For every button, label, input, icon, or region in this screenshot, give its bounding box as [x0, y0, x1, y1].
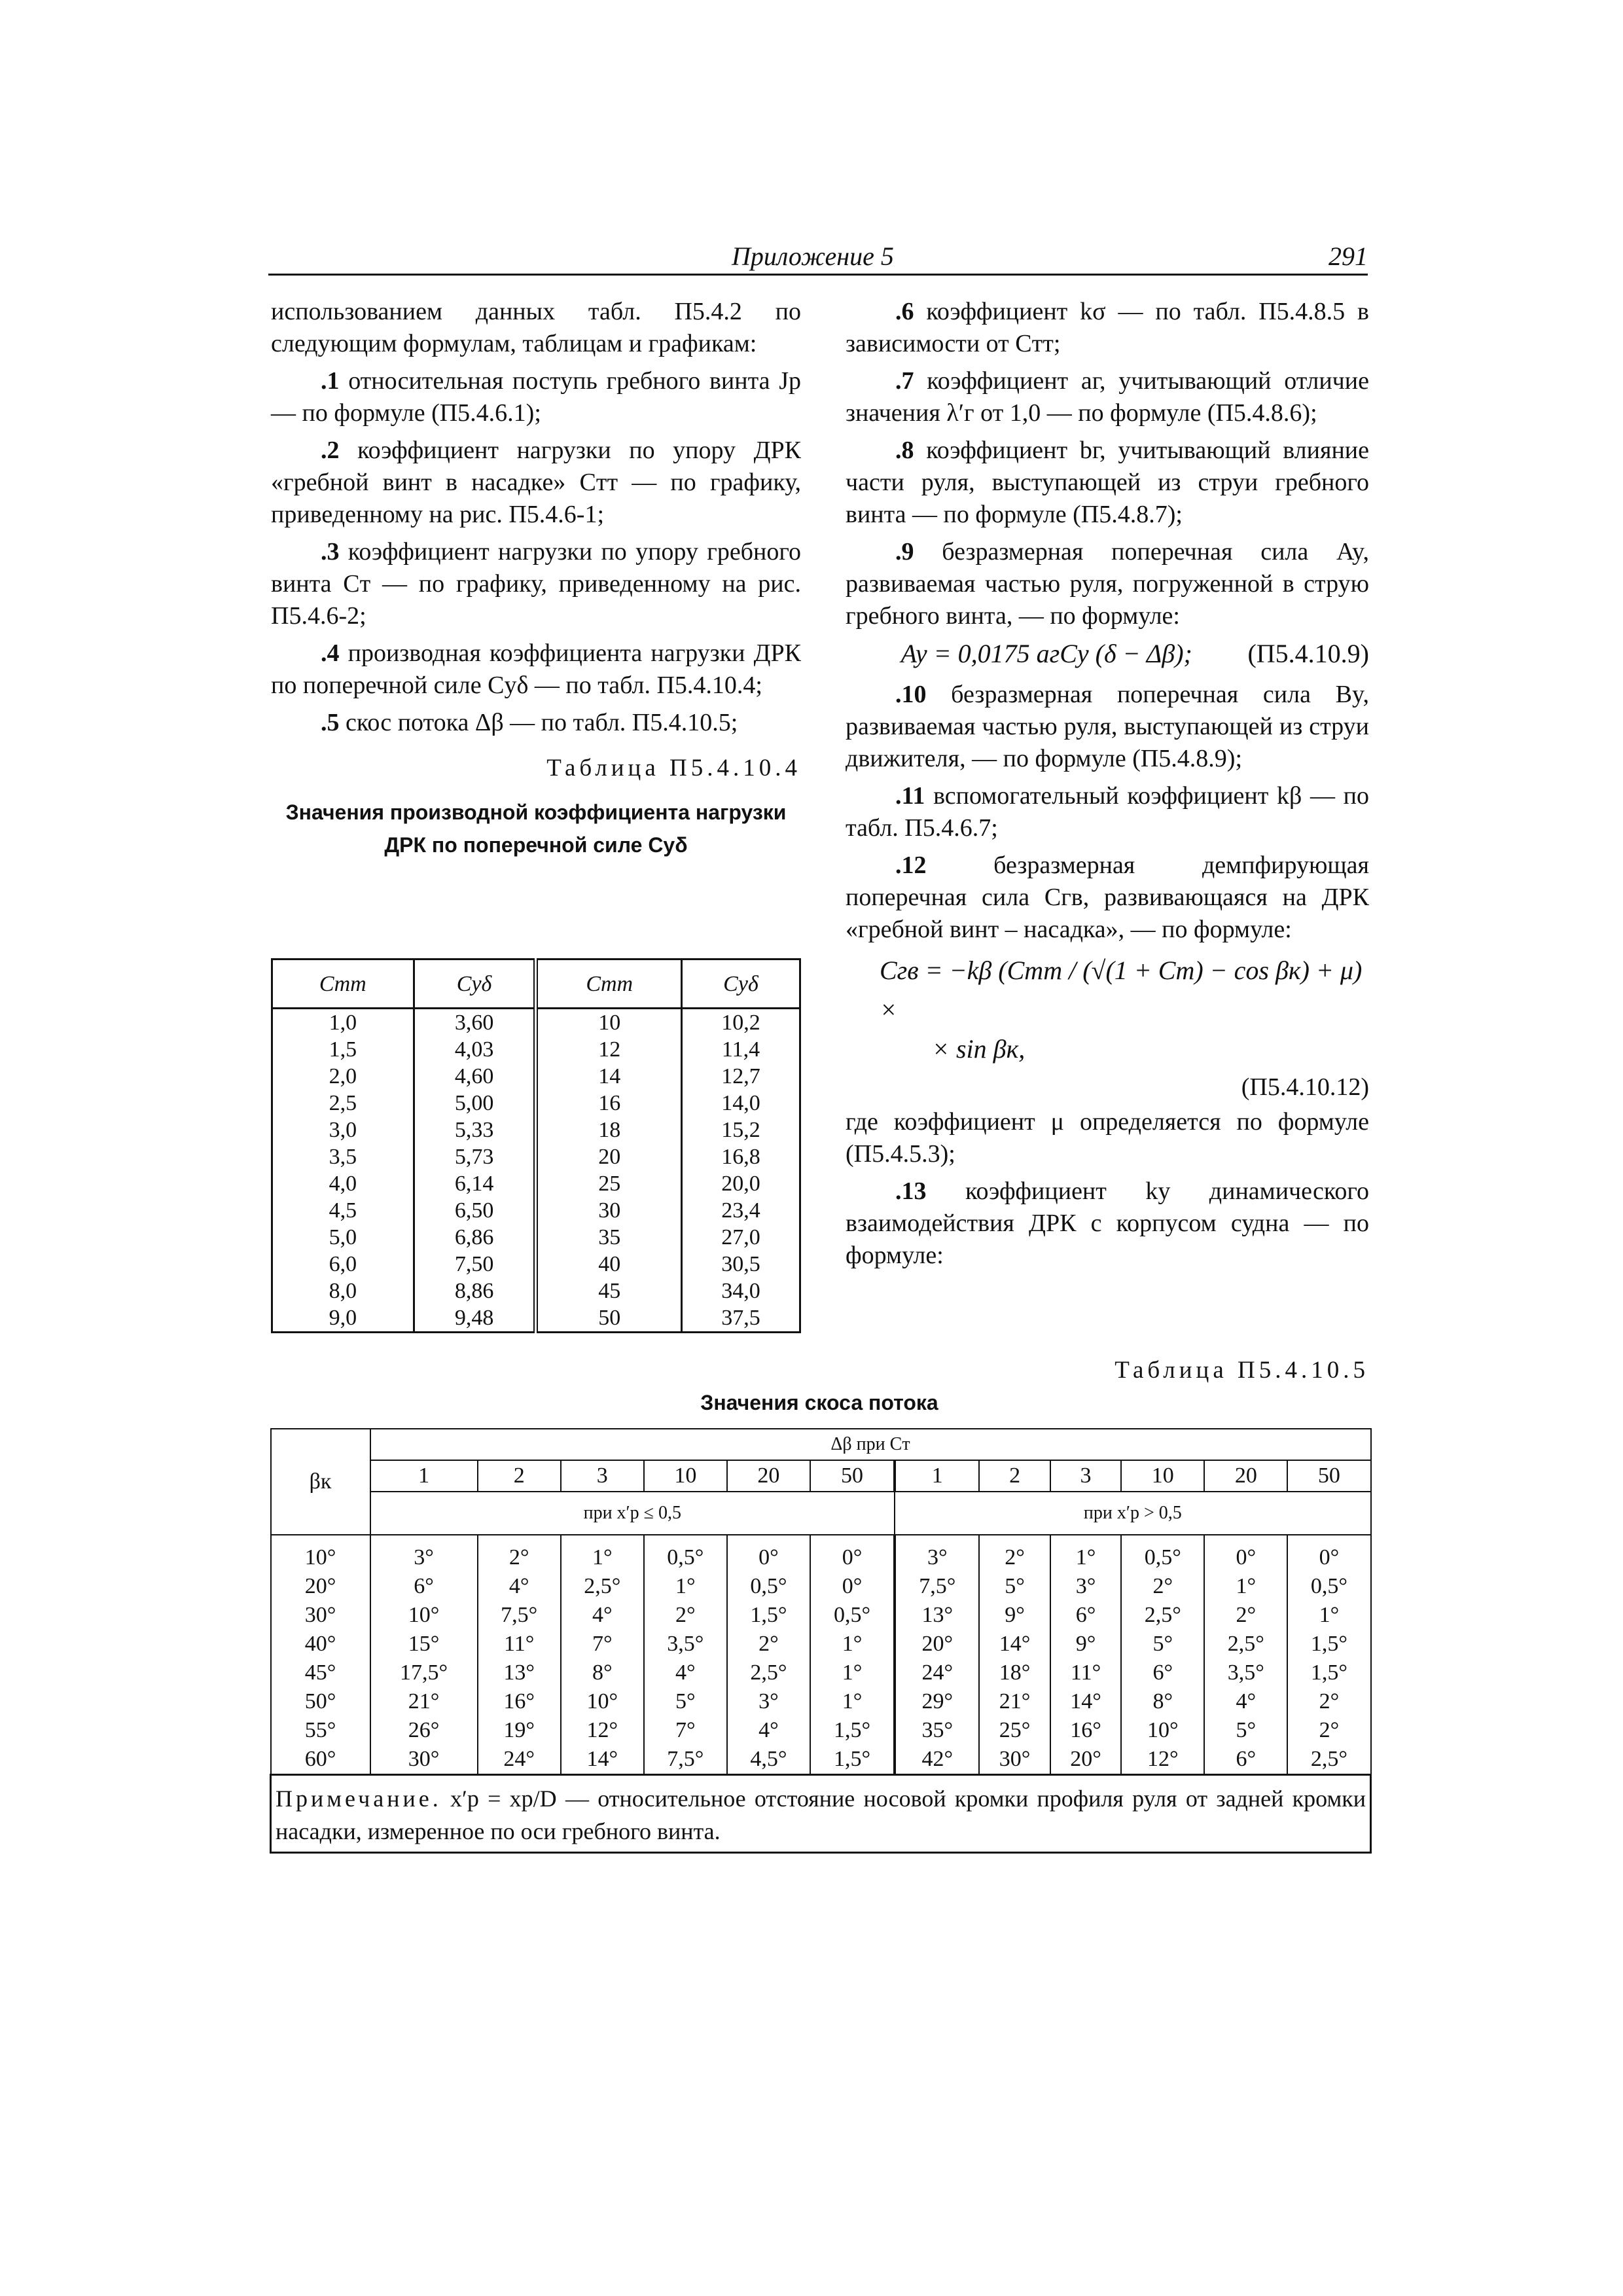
table-cell: 0°	[1204, 1535, 1287, 1572]
ct-value-header: 50	[1287, 1460, 1370, 1492]
table-row	[272, 1143, 800, 1170]
formula-12-number: (П5.4.10.12)	[1241, 1073, 1369, 1101]
ct-value-header: 2	[979, 1460, 1050, 1492]
table-cell: 37,5	[681, 1304, 800, 1333]
table-cell: 60°	[271, 1745, 370, 1775]
table-cell: 35°	[895, 1716, 979, 1745]
table-cell: 30°	[271, 1601, 370, 1630]
table-cell: 18	[536, 1117, 681, 1143]
table-cell: 4°	[727, 1716, 810, 1745]
table-cell: 10,2	[681, 1009, 800, 1037]
paragraph: .9 безразмерная поперечная сила Ay, развиваемая частью руля, погруженной в струю гребного винта, — по формуле:	[846, 538, 1369, 630]
table-cell: 11°	[478, 1630, 561, 1659]
table-cell: 3,5°	[1204, 1659, 1287, 1687]
table-cell: 6,86	[414, 1224, 536, 1251]
table-cell: 7,5°	[478, 1601, 561, 1630]
table-1	[271, 958, 801, 1333]
table-cell: 10°	[1121, 1716, 1204, 1745]
table-cell: 42°	[895, 1745, 979, 1775]
table-cell: 45°	[271, 1659, 370, 1687]
table-cell: 0°	[810, 1572, 895, 1601]
table-cell: 6,50	[414, 1197, 536, 1224]
table-cell: 19°	[478, 1716, 561, 1745]
table-cell: 10°	[370, 1601, 478, 1630]
table-cell: 3,5°	[644, 1630, 727, 1659]
table-cell: 12°	[561, 1716, 644, 1745]
ct-value-header: 10	[644, 1460, 727, 1492]
paragraph: .2 коэффициент нагрузки по упору ДРК «гребной винт в насадке» Cтт — по графику, приведенному на рис. П5.4.6-1;	[271, 437, 801, 528]
running-header	[268, 237, 1368, 276]
table-cell: 11,4	[681, 1036, 800, 1063]
table-cell: 30	[536, 1197, 681, 1224]
table-row	[271, 1745, 1371, 1775]
table-cell: 40	[536, 1251, 681, 1278]
formula-9: Ay = 0,0175 aгCy (δ − Δβ); (П5.4.10.9)	[901, 639, 1369, 668]
table-2	[270, 1428, 1372, 1854]
table-cell: 6°	[1121, 1659, 1204, 1687]
table-cell: 2,5°	[561, 1572, 644, 1601]
table-cell: 4,5	[272, 1197, 414, 1224]
table-cell: 12	[536, 1036, 681, 1063]
table-cell: 13°	[895, 1601, 979, 1630]
table-cell: 0°	[727, 1535, 810, 1572]
table-cell: 2,0	[272, 1063, 414, 1090]
table-cell: 2°	[1204, 1601, 1287, 1630]
paragraph: .1 относительная поступь гребного винта Jр — по формуле (П5.4.6.1);	[271, 367, 801, 427]
table-cell: 13°	[478, 1659, 561, 1687]
table-cell: 45	[536, 1278, 681, 1304]
condition-left: при x′р ≤ 0,5	[370, 1492, 895, 1535]
table-cell: 4,5°	[727, 1745, 810, 1775]
table-row	[272, 1063, 800, 1090]
table-cell: 7,5°	[895, 1572, 979, 1601]
table-cell: 5°	[1204, 1716, 1287, 1745]
table-cell: 34,0	[681, 1278, 800, 1304]
paragraph: .13 коэффициент ky динамического взаимодействия ДРК с корпусом судна — по формуле:	[846, 1177, 1369, 1269]
table-cell: 21°	[370, 1687, 478, 1716]
condition-right: при x′р > 0,5	[895, 1492, 1370, 1535]
table-cell: 2,5°	[1287, 1745, 1370, 1775]
table-cell: 1°	[810, 1659, 895, 1687]
table-cell: 21°	[979, 1687, 1050, 1716]
table-row	[272, 1251, 800, 1278]
table-cell: 1,0	[272, 1009, 414, 1037]
table-cell: 3°	[1050, 1572, 1121, 1601]
table-cell: 16°	[1050, 1716, 1121, 1745]
table-cell: 2,5°	[1204, 1630, 1287, 1659]
table-row	[272, 1304, 800, 1333]
formula-12: Cгв = −kβ (Cтт / (√(1 + Cт) − cos βк) + μ) × × sin βк,	[880, 956, 1363, 1064]
table-cell: 27,0	[681, 1224, 800, 1251]
table-cell: 55°	[271, 1716, 370, 1745]
table-cell: 12,7	[681, 1063, 800, 1090]
table-cell: 5°	[644, 1687, 727, 1716]
table-cell: 4,0	[272, 1170, 414, 1197]
row-header: βк	[271, 1429, 370, 1535]
table-cell: 8,0	[272, 1278, 414, 1304]
table-cell: 14°	[561, 1745, 644, 1775]
table-cell: 50°	[271, 1687, 370, 1716]
paragraph: использованием данных табл. П5.4.2 по следующим формулам, таблицам и графикам:	[271, 298, 801, 357]
table-cell: 5,00	[414, 1090, 536, 1117]
table-cell: 1°	[810, 1687, 895, 1716]
ct-value-header: 2	[478, 1460, 561, 1492]
page-number: 291	[1329, 242, 1368, 271]
table-cell: 3°	[727, 1687, 810, 1716]
table-header-cell: Cyδ	[681, 960, 800, 1009]
table-cell: 20°	[1050, 1745, 1121, 1775]
table-cell: 6,0	[272, 1251, 414, 1278]
table-cell: 1°	[1050, 1535, 1121, 1572]
table-cell: 17,5°	[370, 1659, 478, 1687]
table-row	[271, 1716, 1371, 1745]
table-row	[271, 1535, 1371, 1572]
table-row	[271, 1659, 1371, 1687]
table-cell: 2°	[644, 1601, 727, 1630]
table-cell: 12°	[1121, 1745, 1204, 1775]
table-row	[272, 1197, 800, 1224]
table-row	[271, 1687, 1371, 1716]
table-cell: 4°	[478, 1572, 561, 1601]
table-cell: 24°	[895, 1659, 979, 1687]
paragraph: .12 безразмерная демпфирующая поперечная сила Cгв, развивающаяся на ДРК «гребной винт – насадка», — по формуле:	[846, 852, 1369, 943]
table-cell: 3°	[370, 1535, 478, 1572]
table-cell: 20°	[895, 1630, 979, 1659]
table-cell: 7,5°	[644, 1745, 727, 1775]
table-row	[271, 1572, 1371, 1601]
table-row	[272, 1117, 800, 1143]
table-cell: 50	[536, 1304, 681, 1333]
table-cell: 11°	[1050, 1659, 1121, 1687]
table-cell: 14	[536, 1063, 681, 1090]
table-cell: 16°	[478, 1687, 561, 1716]
table-cell: 1°	[561, 1535, 644, 1572]
table-cell: 40°	[271, 1630, 370, 1659]
table-row	[272, 1170, 800, 1197]
table-cell: 20,0	[681, 1170, 800, 1197]
table-cell: 1,5	[272, 1036, 414, 1063]
table-cell: 30,5	[681, 1251, 800, 1278]
table-cell: 30°	[979, 1745, 1050, 1775]
table-row	[272, 1009, 800, 1037]
left-column	[271, 296, 801, 876]
table-cell: 0°	[810, 1535, 895, 1572]
table-cell: 9,48	[414, 1304, 536, 1333]
table-cell: 10	[536, 1009, 681, 1037]
table-cell: 0,5°	[644, 1535, 727, 1572]
table-cell: 6°	[1050, 1601, 1121, 1630]
table-cell: 35	[536, 1224, 681, 1251]
paragraph: .11 вспомогательный коэффициент kβ — по табл. П5.4.6.7;	[846, 782, 1369, 842]
paragraph: .8 коэффициент bг, учитывающий влияние части руля, выступающей из струи гребного винта — по формуле (П5.4.8.7);	[846, 437, 1369, 528]
table-row	[272, 1278, 800, 1304]
table-cell: 9°	[1050, 1630, 1121, 1659]
table-cell: 5°	[1121, 1630, 1204, 1659]
table-cell: 20°	[271, 1572, 370, 1601]
header-title: Приложение 5	[732, 242, 894, 271]
table-cell: 5,73	[414, 1143, 536, 1170]
ct-value-header: 20	[1204, 1460, 1287, 1492]
table-cell: 2°	[1287, 1716, 1370, 1745]
table-cell: 1,5°	[1287, 1630, 1370, 1659]
table-cell: 6°	[370, 1572, 478, 1601]
paragraph: .7 коэффициент aг, учитывающий отличие значения λ′г от 1,0 — по формуле (П5.4.8.6);	[846, 367, 1369, 427]
table-cell: 10°	[271, 1535, 370, 1572]
table-cell: 2°	[1121, 1572, 1204, 1601]
table-cell: 24°	[478, 1745, 561, 1775]
ct-value-header: 50	[810, 1460, 895, 1492]
table-cell: 5,33	[414, 1117, 536, 1143]
paragraph: .10 безразмерная поперечная сила By, развиваемая частью руля, выступающей из струи движителя, — по формуле (П5.4.8.9);	[846, 681, 1369, 772]
table-row	[272, 1036, 800, 1063]
table-cell: 16,8	[681, 1143, 800, 1170]
paragraph: .4 производная коэффициента нагрузки ДРК по поперечной силе Cyδ — по табл. П5.4.10.4;	[271, 639, 801, 699]
table-cell: 7°	[561, 1630, 644, 1659]
table-cell: 1,5°	[810, 1716, 895, 1745]
group-header: Δβ при Cт	[370, 1429, 1371, 1460]
table-cell: 2,5°	[1121, 1601, 1204, 1630]
table-cell: 4°	[561, 1601, 644, 1630]
table-cell: 25	[536, 1170, 681, 1197]
table-cell: 1°	[644, 1572, 727, 1601]
table-cell: 4°	[1204, 1687, 1287, 1716]
table-cell: 14°	[1050, 1687, 1121, 1716]
table-cell: 0,5°	[727, 1572, 810, 1601]
table-cell: 2°	[478, 1535, 561, 1572]
table-header-cell: Cтт	[272, 960, 414, 1009]
table-row	[272, 1224, 800, 1251]
table-cell: 3,60	[414, 1009, 536, 1037]
table-cell: 4,03	[414, 1036, 536, 1063]
table-row	[271, 1601, 1371, 1630]
table-cell: 30°	[370, 1745, 478, 1775]
table-row	[271, 1630, 1371, 1659]
table-cell: 9°	[979, 1601, 1050, 1630]
table-cell: 0,5°	[1121, 1535, 1204, 1572]
table-cell: 8,86	[414, 1278, 536, 1304]
paragraph: .5 скос потока Δβ — по табл. П5.4.10.5;	[321, 709, 738, 736]
table-cell: 6,14	[414, 1170, 536, 1197]
table-cell: 2,5°	[727, 1659, 810, 1687]
table-cell: 26°	[370, 1716, 478, 1745]
table-cell: 14,0	[681, 1090, 800, 1117]
table-cell: 4,60	[414, 1063, 536, 1090]
table-cell: 3°	[895, 1535, 979, 1572]
table-note: Примечание. x′р = xр/D — относительное отстояние носовой кромки профиля руля от задней кромки насадки, измеренное по оси гребного винта.	[271, 1775, 1371, 1853]
paragraph: .3 коэффициент нагрузки по упору гребного винта Cт — по графику, приведенному на рис. П5.4.6-2;	[271, 538, 801, 630]
table-cell: 29°	[895, 1687, 979, 1716]
table-cell: 1,5°	[1287, 1659, 1370, 1687]
paragraph: .6 коэффициент kσ — по табл. П5.4.8.5 в зависимости от Cтт;	[846, 298, 1369, 357]
table-cell: 18°	[979, 1659, 1050, 1687]
ct-value-header: 1	[895, 1460, 979, 1492]
table-cell: 8°	[1121, 1687, 1204, 1716]
ct-value-header: 3	[1050, 1460, 1121, 1492]
table-cell: 4°	[644, 1659, 727, 1687]
paragraph: где коэффициент μ определяется по формуле (П5.4.5.3);	[846, 1108, 1369, 1168]
table-cell: 0°	[1287, 1535, 1370, 1572]
table-header-cell: Cтт	[536, 960, 681, 1009]
table-cell: 20	[536, 1143, 681, 1170]
table-cell: 8°	[561, 1659, 644, 1687]
table-cell: 16	[536, 1090, 681, 1117]
table-1-caption: Таблица П5.4.10.4	[546, 755, 801, 781]
table-header-cell: Cyδ	[414, 960, 536, 1009]
ct-value-header: 1	[370, 1460, 478, 1492]
ct-value-header: 20	[727, 1460, 810, 1492]
table-cell: 0,5°	[810, 1601, 895, 1630]
table-cell: 5°	[979, 1572, 1050, 1601]
table-cell: 1,5°	[727, 1601, 810, 1630]
table-2-caption: Таблица П5.4.10.5	[1115, 1357, 1369, 1384]
table-cell: 1°	[810, 1630, 895, 1659]
table-cell: 14°	[979, 1630, 1050, 1659]
table-cell: 3,5	[272, 1143, 414, 1170]
table-cell: 1,5°	[810, 1745, 895, 1775]
table-cell: 9,0	[272, 1304, 414, 1333]
table-cell: 15,2	[681, 1117, 800, 1143]
table-2-title: Значения скоса потока	[700, 1391, 938, 1414]
table-cell: 0,5°	[1287, 1572, 1370, 1601]
ct-value-header: 3	[561, 1460, 644, 1492]
table-cell: 6°	[1204, 1745, 1287, 1775]
table-cell: 3,0	[272, 1117, 414, 1143]
table-cell: 5,0	[272, 1224, 414, 1251]
table-1-title: Значения производной коэффициента нагрузки ДРК по поперечной силе Cyδ	[285, 800, 787, 857]
table-cell: 23,4	[681, 1197, 800, 1224]
table-cell: 25°	[979, 1716, 1050, 1745]
table-cell: 1°	[1287, 1601, 1370, 1630]
table-row	[272, 1090, 800, 1117]
ct-value-header: 10	[1121, 1460, 1204, 1492]
table-cell: 2°	[1287, 1687, 1370, 1716]
table-cell: 10°	[561, 1687, 644, 1716]
table-cell: 2,5	[272, 1090, 414, 1117]
table-cell: 7°	[644, 1716, 727, 1745]
table-cell: 7,50	[414, 1251, 536, 1278]
table-cell: 15°	[370, 1630, 478, 1659]
table-cell: 2°	[727, 1630, 810, 1659]
table-cell: 1°	[1204, 1572, 1287, 1601]
table-cell: 2°	[979, 1535, 1050, 1572]
right-column	[846, 296, 1369, 1277]
